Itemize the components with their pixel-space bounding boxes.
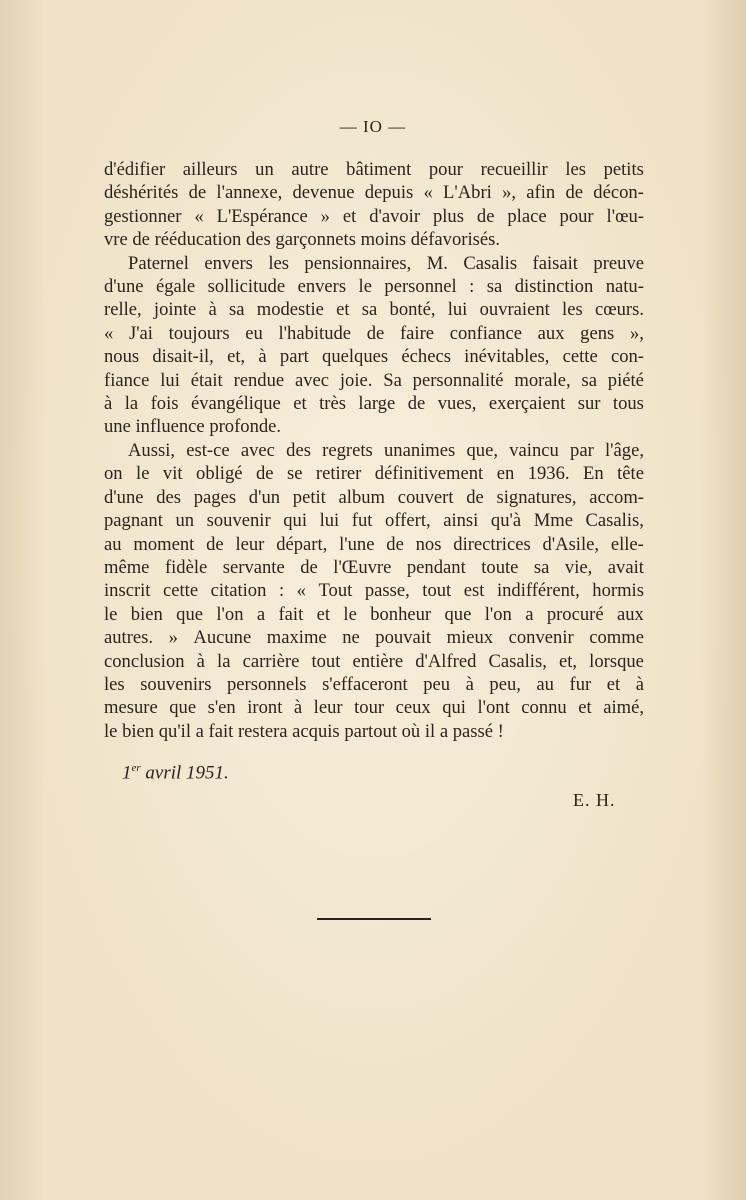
text-line: le bien que l'on a fait et le bonheur que l'on a procuré aux (104, 603, 644, 625)
text-line: déshérités de l'annexe, devenue depuis « L'Abri », afin de décon- (104, 182, 644, 204)
text-line: inscrit cette citation : « Tout passe, tout est indifférent, hormis (104, 580, 644, 602)
text-line: « J'ai toujours eu l'habitude de faire confiance aux gens », (104, 322, 644, 344)
page-number: — IO — (339, 117, 407, 136)
end-rule (317, 918, 431, 920)
text-line: pagnant un souvenir qui lui fut offert, ainsi qu'à Mme Casalis, (104, 510, 644, 532)
date-superscript: er (131, 762, 141, 774)
text-line: à la fois évangélique et très large de vues, exerçaient sur tous (104, 393, 644, 415)
text-line: au moment de leur départ, l'une de nos directrices d'Asile, elle- (104, 533, 644, 555)
text-line: autres. » Aucune maxime ne pouvait mieux convenir comme (104, 627, 644, 649)
text-line: le bien qu'il a fait restera acquis partout où il a passé ! (104, 720, 504, 742)
text-line: fiance lui était rendue avec joie. Sa personnalité morale, sa piété (104, 369, 644, 391)
text-line: Aussi, est-ce avec des regrets unanimes que, vaincu par l'âge, (128, 439, 644, 461)
text-line: les souvenirs personnels s'effaceront peu à peu, au fur et à (104, 673, 644, 695)
text-line: même fidèle servante de l'Œuvre pendant toute sa vie, avait (104, 556, 644, 578)
text-line: relle, jointe à sa modestie et sa bonté, lui ouvraient les cœurs. (104, 299, 644, 321)
body-text (104, 158, 644, 743)
date-rest: avril 1951. (140, 762, 229, 784)
text-line: Paternel envers les pensionnaires, M. Casalis faisait preuve (128, 252, 644, 274)
paragraph (104, 439, 644, 743)
text-line: une influence profonde. (104, 416, 282, 438)
text-line: d'édifier ailleurs un autre bâtiment pour recueillir les petits (104, 159, 644, 180)
text-line: on le vit obligé de se retirer définitivement en 1936. En tête (104, 463, 644, 485)
text-line: d'une égale sollicitude envers le personnel : sa distinction natu- (104, 276, 644, 298)
text-line: mesure que s'en iront à leur tour ceux qui l'ont connu et aimé, (104, 697, 644, 719)
text-line: d'une des pages d'un petit album couvert de signatures, accom- (104, 486, 644, 508)
text-line: gestionner « L'Espérance » et d'avoir plus de place pour l'œu- (104, 205, 644, 227)
text-line: conclusion à la carrière tout entière d'Alfred Casalis, et, lorsque (104, 650, 644, 672)
dateline (122, 762, 229, 784)
date-day: 1 (122, 762, 132, 784)
paragraph (104, 252, 644, 439)
text-line: nous disait-il, et, à part quelques échecs inévitables, cette con- (104, 346, 644, 368)
paragraph (104, 158, 644, 252)
signature: E. H. (573, 790, 616, 810)
text-line: vre de rééducation des garçonnets moins défavorisés. (104, 229, 501, 251)
